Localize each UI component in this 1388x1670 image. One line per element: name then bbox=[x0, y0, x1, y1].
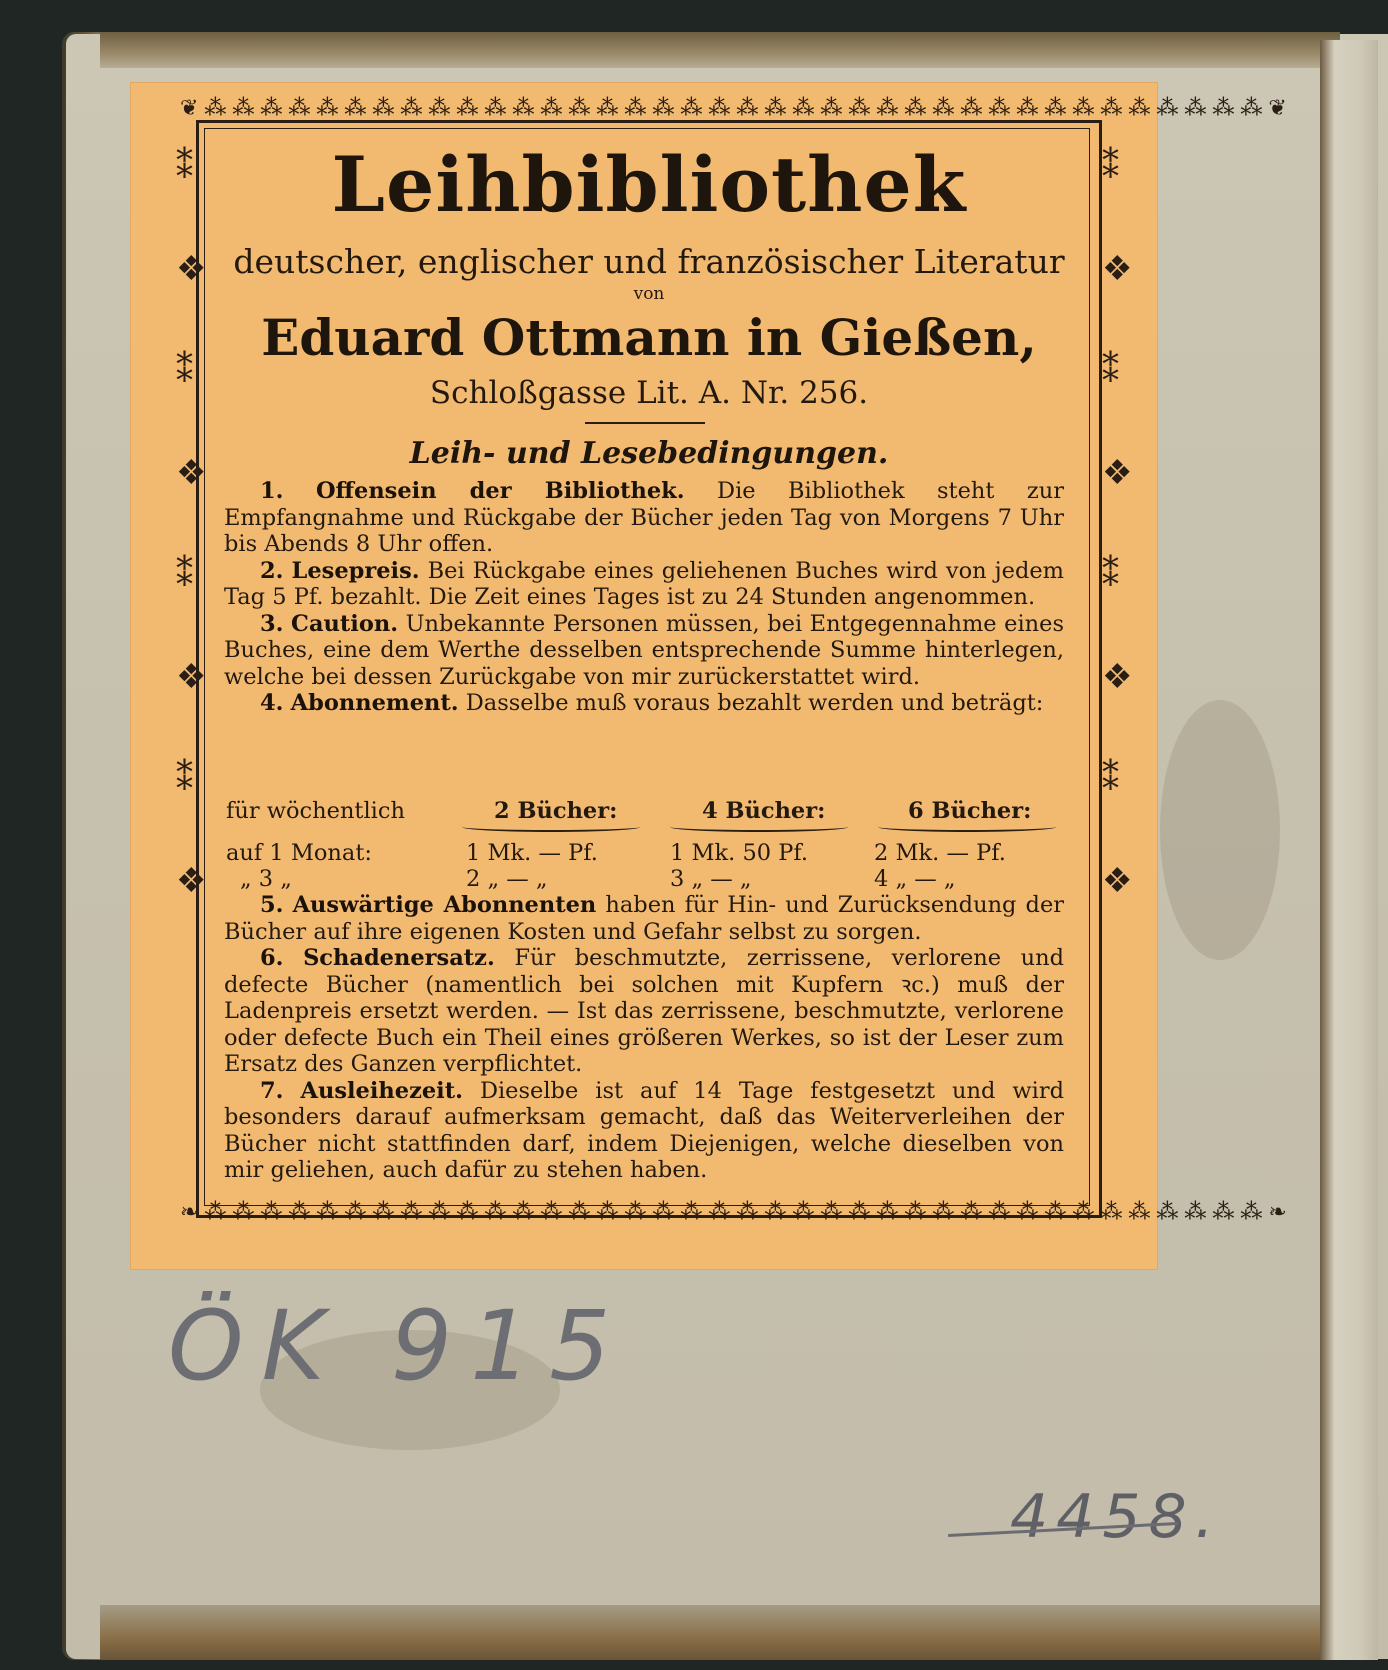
handwritten-shelfmark: ÖK 915 bbox=[168, 1290, 629, 1402]
rule-heading: Offensein der Bibliothek. bbox=[315, 478, 685, 504]
rule-number: 6. bbox=[260, 945, 284, 971]
owner-name: Eduard Ottmann in Gießen, bbox=[261, 308, 1037, 367]
divider-rule bbox=[585, 422, 705, 424]
rule-number: 2. bbox=[260, 557, 284, 584]
rule-number: 3. bbox=[260, 610, 284, 637]
ornament-border-top: ❦⁂⁂⁂⁂⁂⁂⁂⁂⁂⁂⁂⁂⁂⁂⁂⁂⁂⁂⁂⁂⁂⁂⁂⁂⁂⁂⁂⁂⁂⁂⁂⁂⁂⁂⁂⁂⁂⁂❦ bbox=[180, 96, 1293, 121]
price-header-label: für wöchentlich bbox=[226, 798, 405, 824]
rule-number: 5. bbox=[260, 892, 284, 918]
rule-heading: Abonnement. bbox=[290, 690, 459, 716]
rule-5 bbox=[224, 892, 1064, 945]
price-row-label: „ 3 „ bbox=[240, 866, 292, 892]
price-column-2: 2 Bücher: bbox=[494, 798, 618, 824]
price-brace bbox=[462, 822, 640, 832]
price-cell: 3 „ — „ bbox=[670, 866, 752, 892]
rule-number: 4. bbox=[260, 690, 284, 716]
library-subtitle: deutscher, englischer und französischer Literatur bbox=[233, 242, 1065, 281]
rule-text: Bei Rückgabe eines geliehenen Buches wird von jedem Tag 5 Pf. bezahlt. Die Zeit eines Tages ist zu 24 Stunden angenommen. bbox=[224, 557, 1064, 610]
rule-number: 1. bbox=[260, 478, 284, 504]
price-brace bbox=[878, 822, 1056, 832]
price-cell: 1 Mk. 50 Pf. bbox=[670, 840, 809, 866]
ornament-border-bottom: ❧⁂⁂⁂⁂⁂⁂⁂⁂⁂⁂⁂⁂⁂⁂⁂⁂⁂⁂⁂⁂⁂⁂⁂⁂⁂⁂⁂⁂⁂⁂⁂⁂⁂⁂⁂⁂⁂⁂❧ bbox=[180, 1200, 1293, 1225]
rule-number: 7. bbox=[260, 1077, 284, 1104]
handwritten-number: 4458. bbox=[1010, 1482, 1222, 1552]
cover-edge-top bbox=[100, 32, 1340, 68]
rule-2 bbox=[224, 558, 1064, 611]
rule-heading: Schadenersatz. bbox=[303, 945, 495, 971]
rule-heading: Caution. bbox=[291, 610, 399, 637]
von-text: von bbox=[633, 284, 665, 304]
price-cell: 4 „ — „ bbox=[874, 866, 956, 892]
rule-7 bbox=[224, 1078, 1064, 1184]
rule-4 bbox=[224, 690, 1064, 717]
cover-edge-bottom bbox=[100, 1605, 1340, 1660]
library-title: Leihbibliothek bbox=[331, 140, 967, 229]
conditions-title: Leih- und Lesebedingungen. bbox=[409, 436, 889, 471]
book-gutter bbox=[1320, 40, 1378, 1660]
rule-text: Dieselbe ist auf 14 Tage festgesetzt und wird besonders darauf aufmerksam gemacht, daß das Weiterverleihen der Bücher nicht stattfinden darf, indem Diejenigen, welche dieselben von mir geliehen, auch dafür zu stehen haben. bbox=[224, 1077, 1065, 1183]
rule-1 bbox=[224, 478, 1064, 558]
rules-block-2 bbox=[224, 892, 1064, 1184]
price-row-label: auf 1 Monat: bbox=[226, 840, 372, 866]
rule-text: haben für Hin- und Zurücksendung der Bücher auf ihre eigenen Kosten und Gefahr selbst zu sorgen. bbox=[224, 892, 1065, 945]
price-column-4: 4 Bücher: bbox=[702, 798, 826, 824]
rule-text: Die Bibliothek steht zur Empfangnahme und Rückgabe der Bücher jeden Tag von Morgens 7 Uhr bis Abends 8 Uhr offen. bbox=[224, 478, 1064, 557]
rule-text: Unbekannte Personen müssen, bei Entgegennahme eines Buches, eine dem Werthe desselben entsprechende Summe hinterlegen, welche bei dessen Zurückgabe von mir zurückerstattet wird. bbox=[224, 610, 1065, 690]
ornament-left: ⁑ ❖ ⁑ ❖ ⁑ ❖ ⁑ ❖ bbox=[176, 147, 207, 901]
rule-heading: Ausleihezeit. bbox=[300, 1077, 463, 1104]
rule-6 bbox=[224, 945, 1064, 1078]
price-cell: 2 „ — „ bbox=[466, 866, 548, 892]
ornament-right: ⁑ ❖ ⁑ ❖ ⁑ ❖ ⁑ ❖ bbox=[1102, 147, 1133, 901]
paper-stain bbox=[1160, 700, 1280, 960]
rule-heading: Auswärtige Abonnenten bbox=[292, 892, 597, 918]
price-brace bbox=[670, 822, 848, 832]
rule-text: Für beschmutzte, zerrissene, verlorene und defecte Bücher (namentlich bei solchen mit Kupfern ꝛc.) muß der Ladenpreis ersetzt werden. — Ist das zerrissene, beschmutzte, verlorene oder defecte Buch ein Theil eines größeren Werkes, so ist der Leser zum Ersatz des Ganzen verpflichtet. bbox=[224, 945, 1065, 1077]
rule-text: Dasselbe muß voraus bezahlt werden und beträgt: bbox=[465, 690, 1044, 716]
rules-block-1 bbox=[224, 478, 1064, 717]
rule-heading: Lesepreis. bbox=[291, 557, 420, 584]
price-cell: 2 Mk. — Pf. bbox=[874, 840, 1006, 866]
address: Schloßgasse Lit. A. Nr. 256. bbox=[429, 375, 869, 411]
price-cell: 1 Mk. — Pf. bbox=[466, 840, 598, 866]
rule-3 bbox=[224, 611, 1064, 691]
price-column-6: 6 Bücher: bbox=[908, 798, 1032, 824]
